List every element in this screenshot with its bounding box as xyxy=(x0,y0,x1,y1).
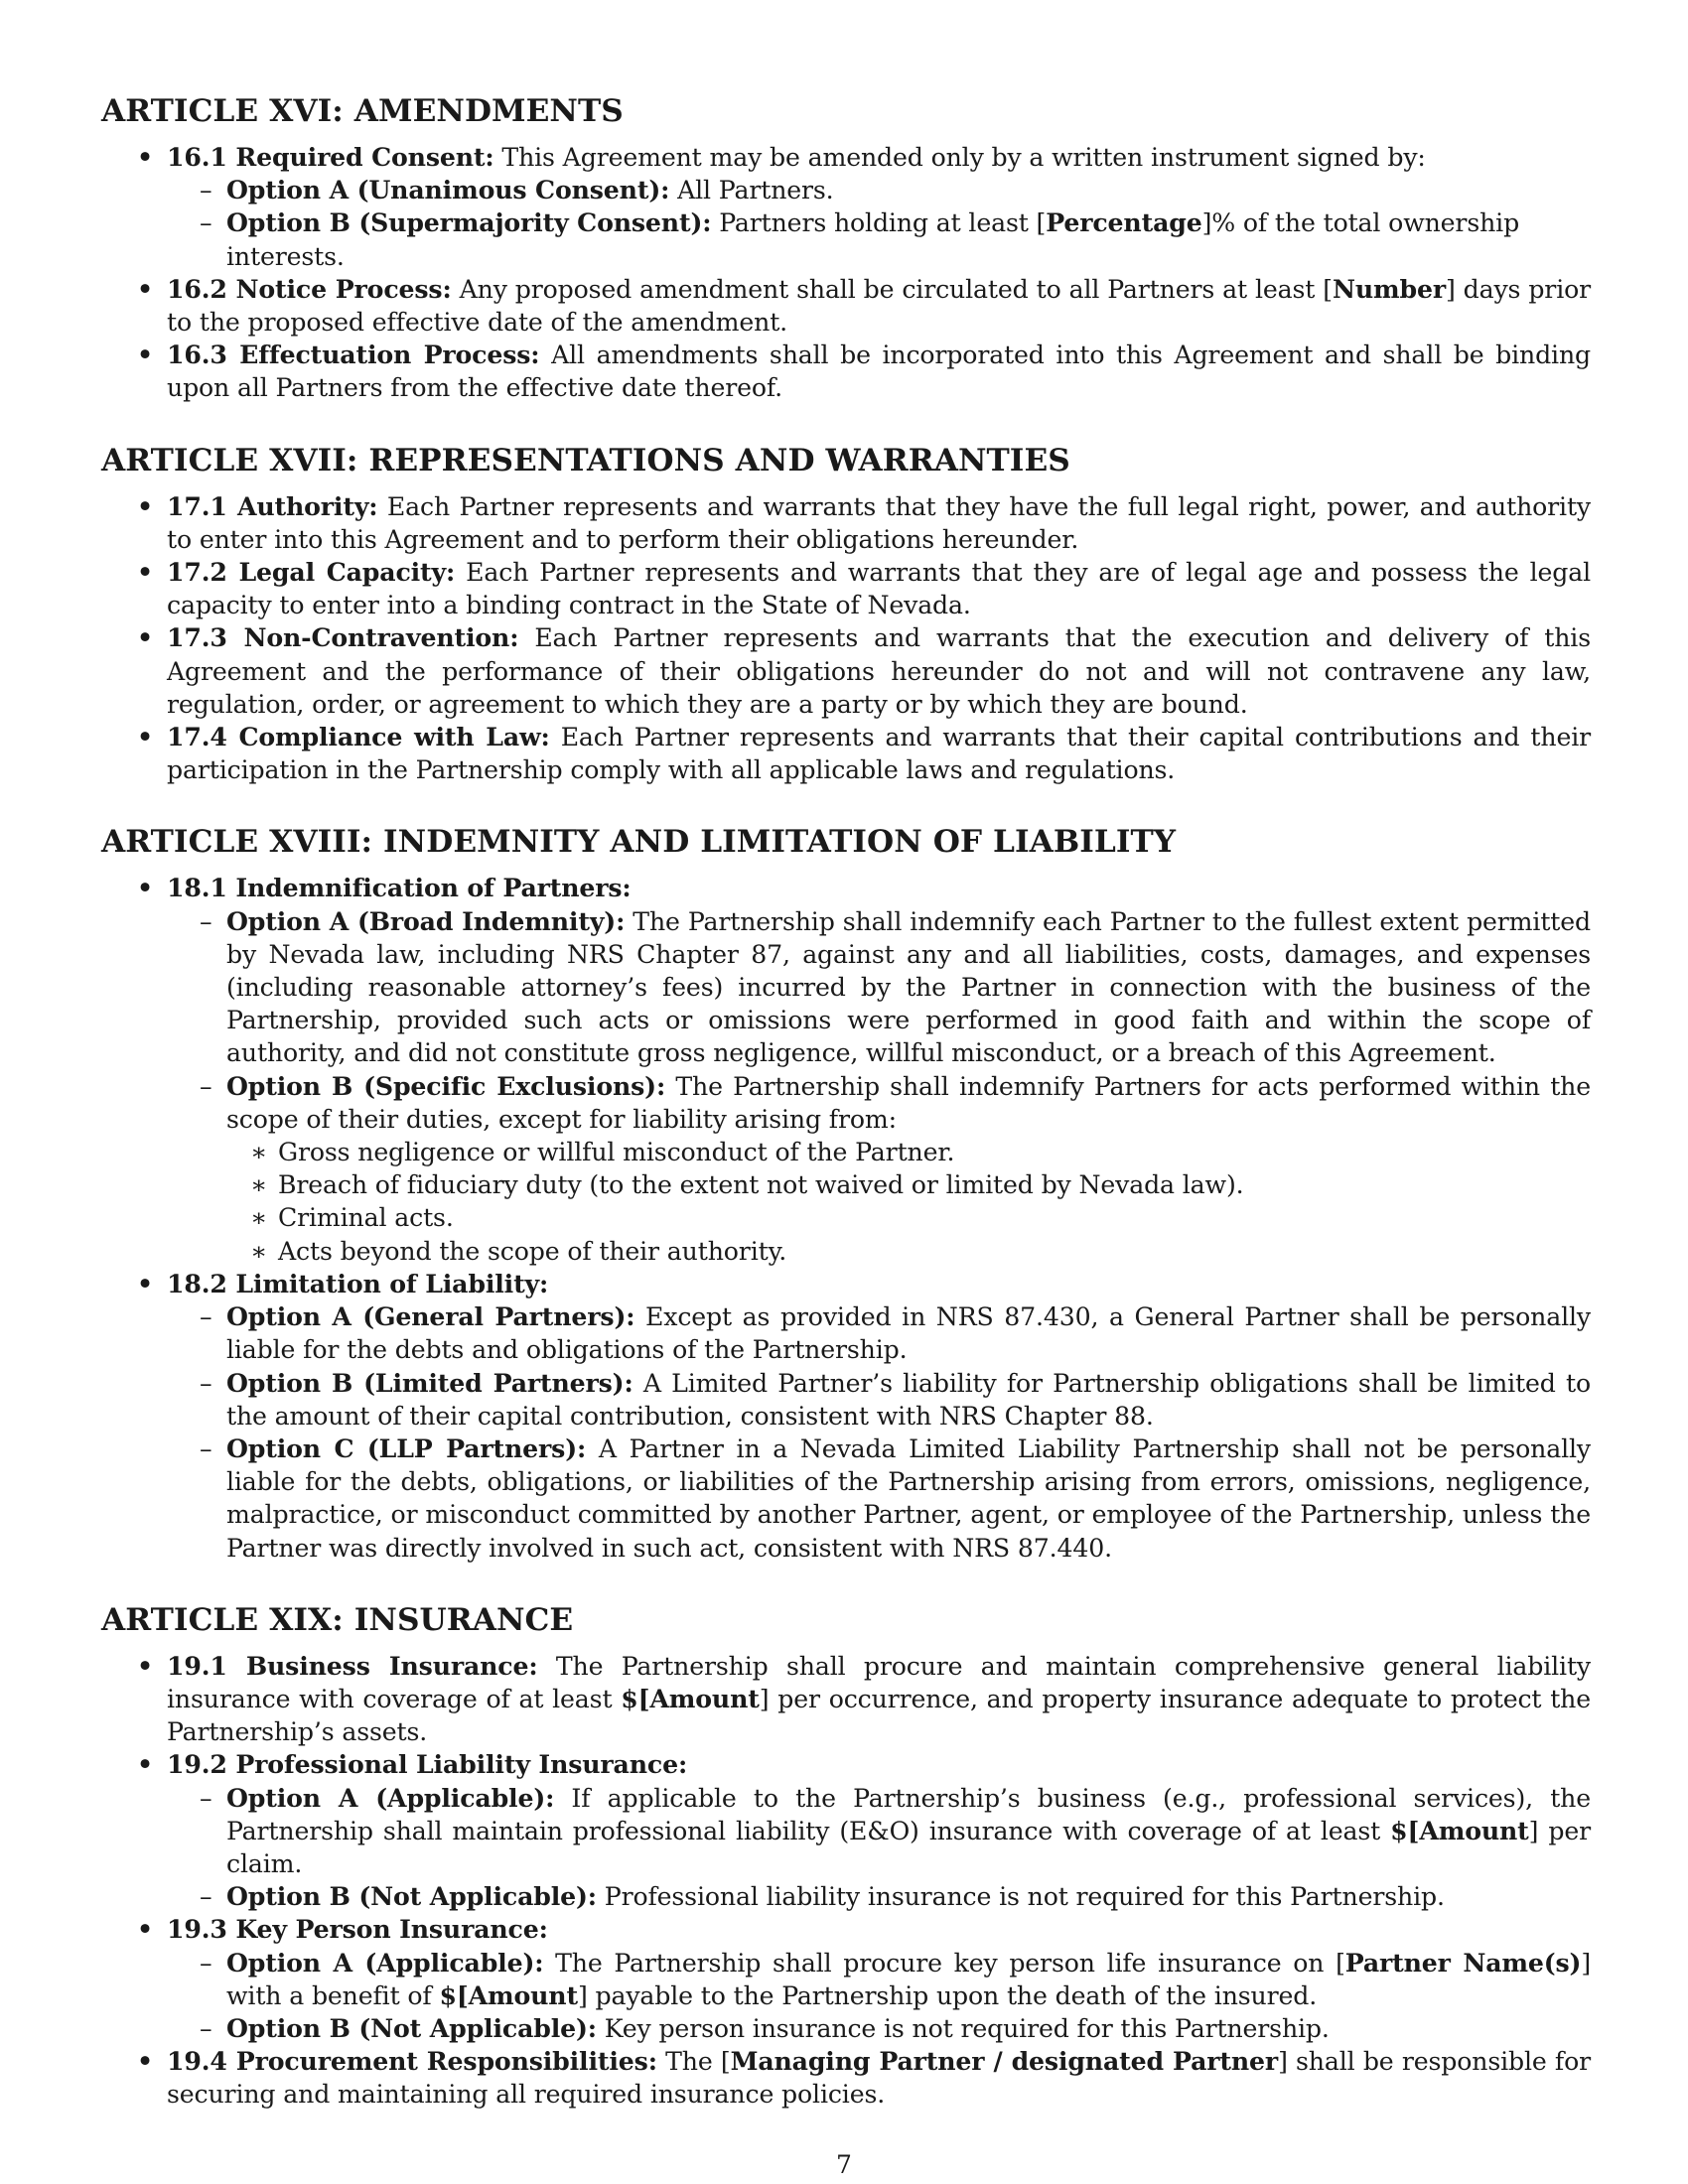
section-text: ] per occurrence, and property insurance adequate to protect the Partnership’s assets. xyxy=(167,1684,1591,1747)
option-list xyxy=(167,1947,1591,2046)
option-c xyxy=(167,1433,1591,1565)
article-18 xyxy=(101,822,1591,1564)
section-text: Each Partner represents and warrants that the execution and delivery of this Agreement and the performance of their obligations hereunder do not and will not contravene any law, regulation, order, or agreement to which they are a party or by which they are bound. xyxy=(167,623,1591,719)
section-label: 17.3 Non-Contravention: xyxy=(167,622,519,653)
option-text: Professional liability insurance is not required for this Partnership. xyxy=(596,1882,1445,1912)
option-label: Option A (Applicable): xyxy=(226,1947,544,1978)
section-label: 18.2 Limitation of Liability: xyxy=(167,1268,549,1298)
section-label: 16.3 Effectuation Process: xyxy=(167,340,540,370)
exclusion-item: ∗ Criminal acts. xyxy=(226,1201,1591,1234)
article-19 xyxy=(101,1600,1591,2112)
option-label: Option A (Unanimous Consent): xyxy=(226,175,670,205)
option-b xyxy=(167,2012,1591,2045)
section-17-2 xyxy=(101,556,1591,621)
section-label: 17.2 Legal Capacity: xyxy=(167,557,456,588)
option-label: Option A (Broad Indemnity): xyxy=(226,905,626,936)
option-text: The Partnership shall procure key person life insurance on [ xyxy=(543,1948,1345,1978)
option-label: Option A (Applicable): xyxy=(226,1782,555,1813)
exclusion-item: ∗ Acts beyond the scope of their authority. xyxy=(226,1235,1591,1268)
placeholder-field: Percentage xyxy=(1046,207,1202,238)
article-16 xyxy=(101,91,1591,405)
option-text: ] payable to the Partnership upon the death of the insured. xyxy=(577,1980,1318,2010)
placeholder-field: Number xyxy=(1332,273,1446,304)
section-label: 17.4 Compliance with Law: xyxy=(167,722,550,752)
section-list xyxy=(101,872,1591,1564)
placeholder-field: $[Amount xyxy=(621,1683,760,1713)
placeholder-field: $[Amount xyxy=(1390,1815,1529,1845)
section-label: 18.1 Indemnification of Partners: xyxy=(167,873,632,903)
page-number: 7 xyxy=(836,2150,852,2179)
option-label: Option B (Not Applicable): xyxy=(226,1881,597,1912)
section-17-3 xyxy=(101,621,1591,721)
option-b xyxy=(167,1880,1591,1913)
option-a xyxy=(167,1947,1591,2012)
exclusion-item: ∗ Gross negligence or willful misconduct of the Partner. xyxy=(226,1136,1591,1168)
section-list xyxy=(101,141,1591,405)
section-text: All amendments shall be incorporated into this Agreement and shall be binding upon all Partners from the effective date thereof. xyxy=(167,341,1591,403)
article-heading: ARTICLE XVII: REPRESENTATIONS AND WARRANTIES xyxy=(101,442,1070,478)
option-label: Option B (Specific Exclusions): xyxy=(226,1070,666,1101)
article-17 xyxy=(101,441,1591,787)
option-a xyxy=(167,1782,1591,1881)
section-19-1 xyxy=(101,1650,1591,1749)
section-label: 16.1 Required Consent: xyxy=(167,142,494,172)
section-16-3 xyxy=(101,339,1591,404)
section-16-1 xyxy=(101,141,1591,273)
section-label: 16.2 Notice Process: xyxy=(167,273,452,304)
section-list xyxy=(101,1650,1591,2112)
section-label: 19.4 Procurement Responsibilities: xyxy=(167,2046,657,2077)
section-label: 17.1 Authority: xyxy=(167,490,378,521)
option-text: ]% of the total ownership interests. xyxy=(226,208,1520,271)
option-list xyxy=(167,905,1591,1268)
section-text: The Partnership shall procure and maintain comprehensive general liability insurance with coverage of at least xyxy=(167,1651,1591,1713)
section-text: ] shall be responsible for securing and maintaining all required insurance policies. xyxy=(167,2047,1592,2110)
option-label: Option B (Not Applicable): xyxy=(226,2012,597,2043)
exclusion-item: ∗ Breach of fiduciary duty (to the extent not waived or limited by Nevada law). xyxy=(226,1168,1591,1201)
option-text: A Partner in a Nevada Limited Liability Partnership shall not be personally liable for the debts, obligations, or liabilities of the Partnership arising from errors, omissions, negligence, malpractice, or misconduct committed by another Partner, agent, or employee of the Partnership, unless the Partner was directly involved in such act, consistent with NRS 87.440. xyxy=(226,1433,1591,1563)
page-content xyxy=(101,91,1591,2112)
placeholder-field: Managing Partner / designated Partner xyxy=(730,2046,1279,2077)
section-17-1 xyxy=(101,490,1591,556)
option-text: ] with a benefit of xyxy=(226,1948,1591,2010)
section-label: 19.3 Key Person Insurance: xyxy=(167,1914,548,1945)
section-19-2 xyxy=(101,1748,1591,1913)
option-label: Option C (LLP Partners): xyxy=(226,1433,587,1463)
option-text: Except as provided in NRS 87.430, a General Partner shall be personally liable for the debts and obligations of the Partnership. xyxy=(226,1302,1591,1365)
option-list xyxy=(167,1300,1591,1565)
option-text: A Limited Partner’s liability for Partnership obligations shall be limited to the amount of their capital contribution, consistent with NRS Chapter 88. xyxy=(226,1368,1591,1431)
option-label: Option A (General Partners): xyxy=(226,1301,635,1332)
section-text: Any proposed amendment shall be circulated to all Partners at least [ xyxy=(451,274,1333,304)
placeholder-field: Partner Name(s) xyxy=(1344,1947,1582,1978)
section-text: The [ xyxy=(656,2047,731,2077)
section-text: Each Partner represents and warrants that they have the full legal right, power, and authority to enter into this Agreement and to perform their obligations hereunder. xyxy=(167,491,1591,554)
section-18-1 xyxy=(101,872,1591,1267)
article-heading: ARTICLE XVI: AMENDMENTS xyxy=(101,93,624,129)
option-text: If applicable to the Partnership’s business (e.g., professional services), the Partnership shall maintain professional liability (E&O) insurance with coverage of at least xyxy=(226,1783,1591,1845)
exclusion-list xyxy=(226,1136,1591,1268)
section-list xyxy=(101,490,1591,787)
section-17-4 xyxy=(101,721,1591,786)
placeholder-field: $[Amount xyxy=(439,1979,578,2010)
option-text: Partners holding at least [ xyxy=(711,208,1047,238)
section-text: ] days prior to the proposed effective date of the amendment. xyxy=(167,274,1591,338)
option-a xyxy=(167,1300,1591,1366)
option-a xyxy=(167,174,1591,206)
option-b xyxy=(167,1070,1591,1268)
section-16-2 xyxy=(101,273,1591,339)
option-label: Option B (Limited Partners): xyxy=(226,1367,633,1398)
option-text: Key person insurance is not required for this Partnership. xyxy=(596,2013,1330,2043)
option-a xyxy=(167,905,1591,1070)
option-text: The Partnership shall indemnify Partners for acts performed within the scope of their duties, except for liability arising from: xyxy=(226,1071,1592,1134)
option-text: ] per claim. xyxy=(226,1816,1591,1878)
section-19-4 xyxy=(101,2045,1591,2111)
option-text: All Partners. xyxy=(669,176,834,205)
section-text: Each Partner represents and warrants that their capital contributions and their participation in the Partnership comply with all applicable laws and regulations. xyxy=(167,723,1591,785)
option-text: The Partnership shall indemnify each Partner to the fullest extent permitted by Nevada law, including NRS Chapter 87, against any and all liabilities, costs, damages, and expenses (including reasonable attorney’s fees) incurred by the Partner in connection with the business of the Partnership, provided such acts or omissions were performed in good faith and within the scope of authority, and did not constitute gross negligence, willful misconduct, or a breach of this Agreement. xyxy=(226,906,1591,1068)
section-text: Each Partner represents and warrants that they are of legal age and possess the legal capacity to enter into a binding contract in the State of Nevada. xyxy=(167,558,1592,620)
section-text: This Agreement may be amended only by a written instrument signed by: xyxy=(493,143,1426,172)
option-label: Option B (Supermajority Consent): xyxy=(226,207,712,238)
article-heading: ARTICLE XVIII: INDEMNITY AND LIMITATION OF LIABILITY xyxy=(101,824,1177,861)
section-label: 19.1 Business Insurance: xyxy=(167,1650,538,1681)
option-list xyxy=(167,1782,1591,1914)
article-heading: ARTICLE XIX: INSURANCE xyxy=(101,1601,574,1638)
option-b xyxy=(167,206,1591,272)
section-19-3 xyxy=(101,1913,1591,2045)
option-b xyxy=(167,1367,1591,1433)
section-18-2 xyxy=(101,1268,1591,1565)
section-label: 19.2 Professional Liability Insurance: xyxy=(167,1749,688,1780)
option-list xyxy=(167,174,1591,273)
